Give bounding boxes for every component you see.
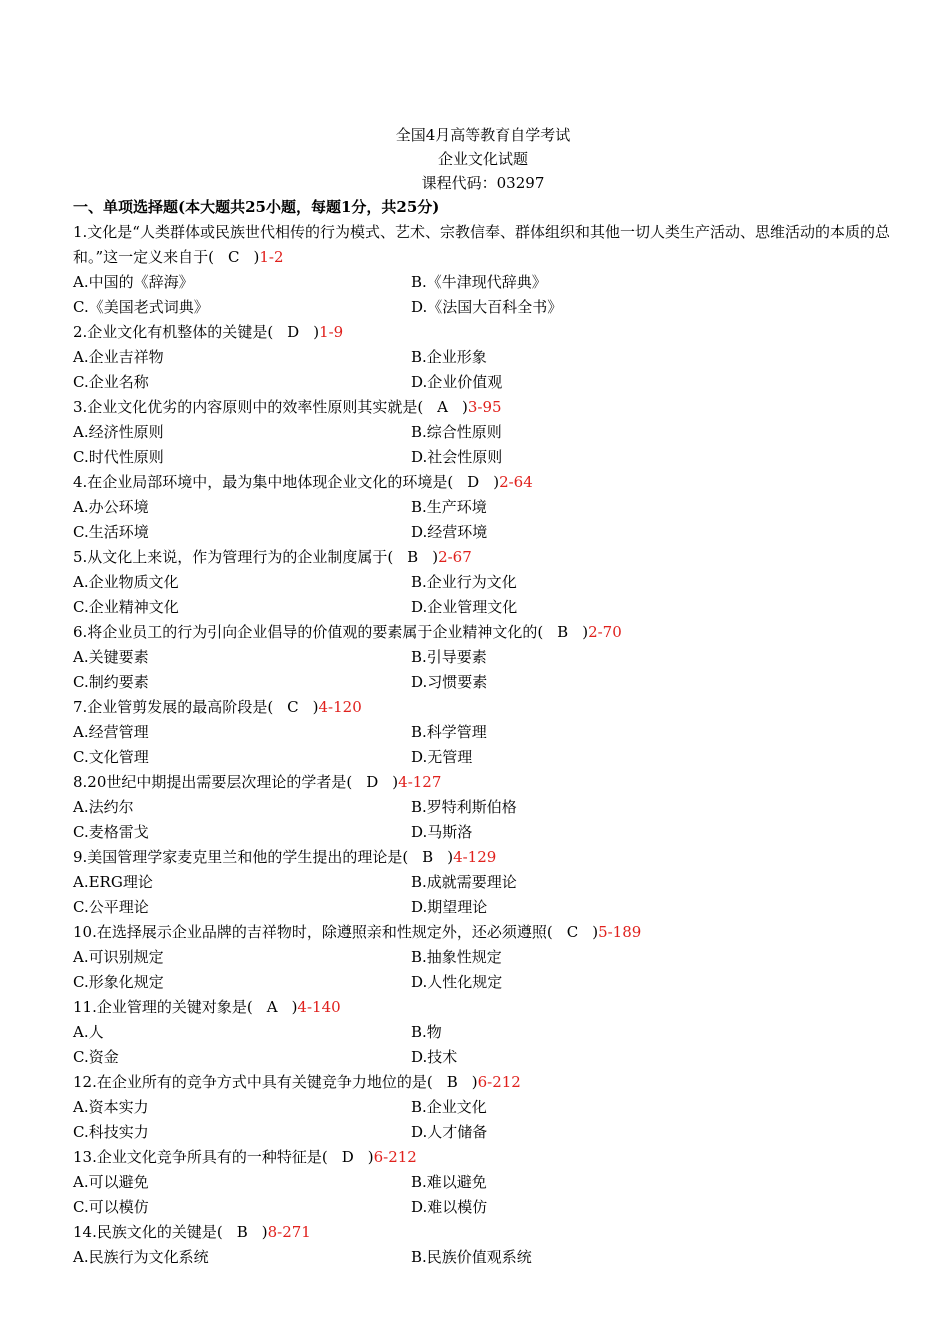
option-d: D.企业价值观 [411, 373, 503, 391]
page-reference: 5-189 [598, 923, 642, 941]
option-a: A.可以避免 [73, 1173, 149, 1191]
option-row [73, 720, 893, 745]
question-text: 12.在企业所有的竞争方式中具有关键竞争力地位的是( [73, 1073, 433, 1091]
option-a: A.ERG理论 [73, 873, 153, 891]
answer-close-paren: ) [447, 848, 454, 866]
option-d: D.《法国大百科全书》 [411, 298, 563, 316]
page-reference: 6-212 [373, 1148, 417, 1166]
question-text: 14.民族文化的关键是( [73, 1223, 223, 1241]
option-a: A.中国的《辞海》 [73, 273, 194, 291]
answer-close-paren: ) [582, 623, 589, 641]
answer-close-paren: ) [253, 248, 260, 266]
question-text: 10.在选择展示企业品牌的吉祥物时，除遵照亲和性规定外，还必须遵照( [73, 923, 553, 941]
option-c: C.资金 [73, 1048, 119, 1066]
answer-letter: B [422, 848, 434, 866]
option-row [73, 1195, 893, 1220]
option-d: D.人才储备 [411, 1123, 488, 1141]
option-b: B.民族价值观系统 [411, 1248, 532, 1266]
option-d: D.企业管理文化 [411, 598, 518, 616]
question-stem [73, 920, 893, 945]
option-d: D.经营环境 [411, 523, 488, 541]
page-reference: 8-271 [267, 1223, 311, 1241]
option-row [73, 520, 893, 545]
question-block [73, 1070, 893, 1145]
question-text: 8.20世纪中期提出需要层次理论的学者是( [73, 773, 353, 791]
question-text: 7.企业管剪发展的最高阶段是( [73, 698, 274, 716]
option-b: B.《牛津现代辞典》 [411, 273, 547, 291]
question-list [73, 220, 893, 1270]
option-c: C.《美国老式词典》 [73, 298, 209, 316]
answer-close-paren: ) [493, 473, 500, 491]
option-row [73, 745, 893, 770]
answer-close-paren: ) [432, 548, 439, 566]
answer-letter: D [467, 473, 480, 491]
question-text: 11.企业管理的关键对象是( [73, 998, 253, 1016]
option-c: C.企业名称 [73, 373, 149, 391]
answer-letter: B [407, 548, 419, 566]
option-b: B.引导要素 [411, 648, 487, 666]
option-c: C.麦格雷戈 [73, 823, 149, 841]
option-b: B.企业形象 [411, 348, 487, 366]
option-c: C.可以模仿 [73, 1198, 149, 1216]
option-a: A.人 [73, 1023, 104, 1041]
option-c: C.文化管理 [73, 748, 149, 766]
answer-letter: B [446, 1073, 458, 1091]
question-block [73, 770, 893, 845]
option-d: D.难以模仿 [411, 1198, 488, 1216]
answer-close-paren: ) [592, 923, 599, 941]
page-reference: 6-212 [477, 1073, 521, 1091]
option-row [73, 1170, 893, 1195]
option-row [73, 295, 893, 320]
question-block [73, 395, 893, 470]
question-text: 3.企业文化优劣的内容原则中的效率性原则其实就是( [73, 398, 424, 416]
answer-letter: B [236, 1223, 248, 1241]
option-a: A.企业物质文化 [73, 573, 179, 591]
option-row [73, 645, 893, 670]
question-block [73, 995, 893, 1070]
option-d: D.无管理 [411, 748, 473, 766]
page-reference: 3-95 [467, 398, 502, 416]
answer-close-paren: ) [261, 1223, 268, 1241]
option-c: C.公平理论 [73, 898, 149, 916]
answer-letter: C [228, 248, 240, 266]
option-row [73, 1095, 893, 1120]
answer-close-paren: ) [291, 998, 298, 1016]
question-text: 2.企业文化有机整体的关键是( [73, 323, 274, 341]
question-text: 5.从文化上来说，作为管理行为的企业制度属于( [73, 548, 394, 566]
answer-letter: A [437, 398, 449, 416]
option-d: D.习惯要素 [411, 673, 488, 691]
page-reference: 2-70 [588, 623, 622, 641]
option-row [73, 420, 893, 445]
option-b: B.难以避免 [411, 1173, 487, 1191]
question-stem [73, 620, 893, 645]
question-text: 6.将企业员工的行为引向企业倡导的价值观的要素属于企业精神文化的( [73, 623, 544, 641]
answer-close-paren: ) [367, 1148, 374, 1166]
option-row [73, 595, 893, 620]
option-row [73, 1120, 893, 1145]
question-block [73, 220, 893, 320]
option-c: C.形象化规定 [73, 973, 164, 991]
option-row [73, 370, 893, 395]
option-b: B.物 [411, 1023, 442, 1041]
question-stem [73, 1145, 893, 1170]
question-block [73, 545, 893, 620]
answer-letter: C [287, 698, 299, 716]
answer-letter: D [287, 323, 300, 341]
option-row [73, 945, 893, 970]
option-row [73, 795, 893, 820]
option-d: D.人性化规定 [411, 973, 503, 991]
option-a: A.经济性原则 [73, 423, 164, 441]
question-block [73, 845, 893, 920]
answer-close-paren: ) [471, 1073, 478, 1091]
question-block [73, 695, 893, 770]
answer-close-paren: ) [313, 323, 320, 341]
answer-close-paren: ) [462, 398, 468, 416]
answer-letter: B [557, 623, 569, 641]
question-block [73, 470, 893, 545]
question-text: 4.在企业局部环境中，最为集中地体现企业文化的环境是( [73, 473, 454, 491]
option-b: B.抽象性规定 [411, 948, 502, 966]
option-c: C.科技实力 [73, 1123, 149, 1141]
option-b: B.成就需要理论 [411, 873, 517, 891]
option-a: A.民族行为文化系统 [73, 1248, 209, 1266]
option-a: A.法约尔 [73, 798, 134, 816]
option-a: A.经营管理 [73, 723, 149, 741]
option-row [73, 970, 893, 995]
question-stem [73, 545, 893, 570]
exam-title: 全国4月高等教育自学考试 [395, 126, 571, 144]
option-c: C.企业精神文化 [73, 598, 179, 616]
exam-subject: 企业文化试题 [437, 150, 528, 168]
option-row [73, 270, 893, 295]
option-row [73, 495, 893, 520]
option-d: D.期望理论 [411, 898, 488, 916]
page-reference: 1-9 [319, 323, 344, 341]
option-a: A.企业吉祥物 [73, 348, 164, 366]
option-row [73, 870, 893, 895]
question-text: 1.文化是“人类群体或民族世代相传的行为模式、艺术、宗教信奉、群体组织和其他一切人类生产活动、思维活动的本质的总和。”这一定义来自于( [73, 223, 890, 266]
option-row [73, 1245, 893, 1270]
answer-close-paren: ) [312, 698, 319, 716]
option-b: B.科学管理 [411, 723, 487, 741]
option-row [73, 820, 893, 845]
question-stem [73, 1070, 893, 1095]
question-text: 9.美国管理学家麦克里兰和他的学生提出的理论是( [73, 848, 409, 866]
page-reference: 4-140 [297, 998, 341, 1016]
question-block [73, 320, 893, 395]
option-row [73, 445, 893, 470]
question-stem [73, 995, 893, 1020]
option-b: B.生产环境 [411, 498, 487, 516]
option-b: B.综合性原则 [411, 423, 502, 441]
option-a: A.可识别规定 [73, 948, 164, 966]
option-d: D.马斯洛 [411, 823, 473, 841]
question-stem [73, 470, 893, 495]
section-title: 一、单项选择题(本大题共25小题，每题1分，共25分) [73, 198, 440, 216]
page-reference: 4-129 [453, 848, 497, 866]
option-row [73, 1045, 893, 1070]
answer-letter: C [566, 923, 579, 941]
option-a: A.关键要素 [73, 648, 149, 666]
page-reference: 2-67 [438, 548, 472, 566]
option-c: C.生活环境 [73, 523, 149, 541]
option-d: D.技术 [411, 1048, 458, 1066]
option-row [73, 345, 893, 370]
page-reference: 1-2 [259, 248, 284, 266]
answer-letter: A [266, 998, 278, 1016]
page-reference: 2-64 [499, 473, 533, 491]
option-a: A.办公环境 [73, 498, 149, 516]
answer-letter: D [341, 1148, 354, 1166]
question-block [73, 620, 893, 695]
question-stem [73, 1220, 893, 1245]
question-stem [73, 395, 893, 420]
answer-close-paren: ) [392, 773, 399, 791]
question-block [73, 920, 893, 995]
question-text: 13.企业文化竞争所具有的一种特征是( [73, 1148, 328, 1166]
option-b: B.企业文化 [411, 1098, 487, 1116]
page-reference: 4-127 [398, 773, 442, 791]
option-row [73, 895, 893, 920]
option-d: D.社会性原则 [411, 448, 503, 466]
option-row [73, 670, 893, 695]
option-c: C.制约要素 [73, 673, 149, 691]
option-row [73, 1020, 893, 1045]
option-a: A.资本实力 [73, 1098, 149, 1116]
answer-letter: D [366, 773, 379, 791]
course-code: 课程代码：03297 [421, 174, 545, 192]
option-b: B.企业行为文化 [411, 573, 517, 591]
page-reference: 4-120 [318, 698, 362, 716]
question-stem [73, 695, 893, 720]
option-b: B.罗特利斯伯格 [411, 798, 517, 816]
question-block [73, 1220, 893, 1270]
option-row [73, 570, 893, 595]
option-c: C.时代性原则 [73, 448, 164, 466]
question-stem [73, 845, 893, 870]
question-stem [73, 770, 893, 795]
question-block [73, 1145, 893, 1220]
question-stem [73, 320, 893, 345]
exam-page [73, 123, 893, 1270]
question-stem [73, 220, 893, 270]
